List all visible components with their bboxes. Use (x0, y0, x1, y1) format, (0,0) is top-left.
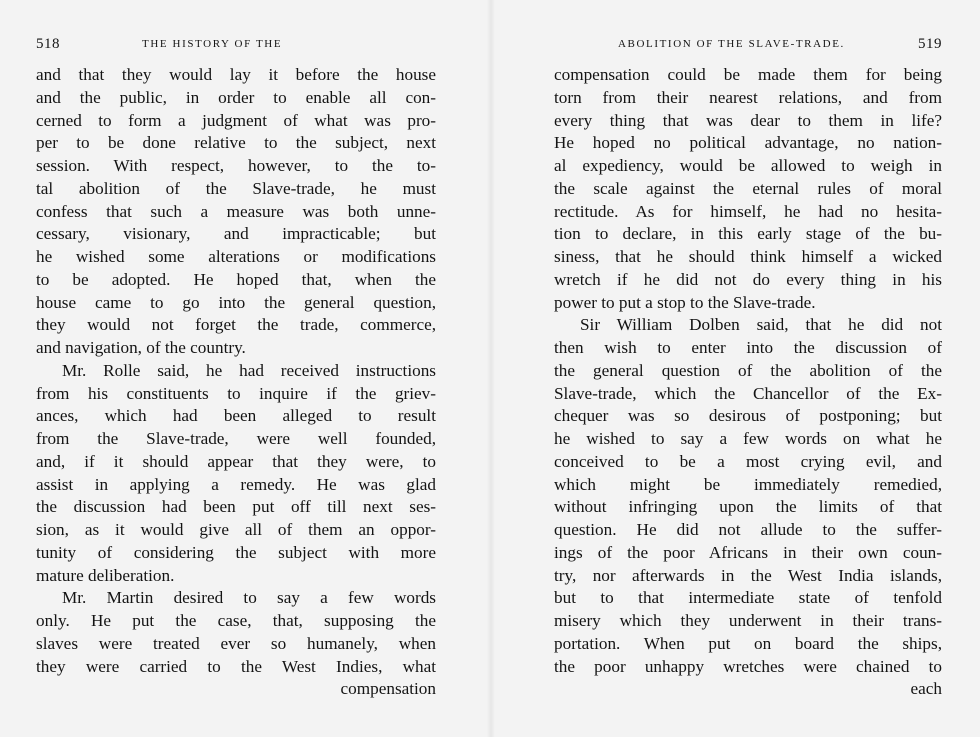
text-line: tion to declare, in this early stage of the bu- (554, 224, 942, 244)
text-line: ings of the poor Africans in their own coun- (554, 542, 942, 562)
text-line: assist in applying a remedy. He was glad (36, 474, 436, 494)
text-line: try, nor afterwards in the West India islands, (554, 565, 942, 585)
paragraph-start-line: Mr. Rolle said, he had received instructions (62, 360, 436, 380)
text-line: question. He did not allude to the suffer- (554, 520, 942, 539)
text-line: mature deliberation. (36, 565, 175, 585)
text-line: siness, that he should think himself a wicked (554, 247, 942, 266)
text-line: the general question of the abolition of the (554, 360, 942, 380)
text-line: chequer was so desirous of postponing; but (554, 406, 942, 426)
text-line: al expediency, would be allowed to weigh in (554, 156, 942, 175)
paragraph-start-line: Sir William Dolben said, that he did not (580, 315, 942, 335)
text-line: portation. When put on board the ships, (554, 633, 942, 653)
text-line: cessary, visionary, and impracticable; but (36, 224, 436, 244)
book-gutter (487, 0, 495, 737)
text-line: ances, which had been alleged to result (36, 406, 436, 426)
text-line: they would not forget the trade, commerce, (36, 315, 436, 335)
text-line: sion, as it would give all of them an oppor- (36, 520, 436, 539)
text-line: and navigation, of the country. (36, 338, 246, 357)
text-line: slaves were treated ever so humanely, when (36, 633, 436, 653)
right-page (554, 0, 942, 737)
left-running-head: THE HISTORY OF THE (142, 38, 283, 50)
text-line: conceived to be a most crying evil, and (554, 451, 942, 471)
right-page-body (554, 64, 942, 701)
text-line: from his constituents to inquire if the griev- (36, 383, 436, 403)
text-line: without infringing upon the limits of that (554, 497, 942, 517)
text-line: and that they would lay it before the house (36, 65, 436, 84)
right-page-header (554, 36, 942, 54)
text-line: the poor unhappy wretches were chained to (554, 656, 942, 676)
text-line: torn from their nearest relations, and from (554, 87, 942, 107)
left-page (36, 0, 436, 737)
text-line: wretch if he did not do every thing in his (554, 269, 942, 289)
left-page-number: 518 (36, 36, 60, 52)
text-line: power to put a stop to the Slave-trade. (554, 292, 816, 312)
text-line: and, if it should appear that they were, to (36, 451, 436, 471)
text-line: only. He put the case, that, supposing the (36, 611, 436, 630)
text-line: Slave-trade, which the Chancellor of the Ex- (554, 383, 942, 403)
catchword: each (910, 679, 942, 699)
text-line: session. With respect, however, to the to- (36, 156, 436, 175)
right-page-number: 519 (918, 36, 942, 52)
left-page-body (36, 64, 436, 701)
text-line: the discussion had been put off till next ses- (36, 497, 436, 517)
text-line: he wished some alterations or modifications (36, 247, 436, 266)
catchword: compensation (340, 679, 436, 699)
text-line: then wish to enter into the discussion of (554, 338, 942, 357)
text-line: He hoped no political advantage, no nation- (554, 133, 942, 153)
text-line: cerned to form a judgment of what was pro- (36, 110, 436, 130)
text-line: the scale against the eternal rules of moral (554, 178, 942, 198)
text-line: but to that intermediate state of tenfold (554, 588, 942, 608)
text-line: he wished to say a few words on what he (554, 429, 942, 448)
text-line: house came to go into the general question, (36, 292, 436, 312)
text-line: they were carried to the West Indies, what (36, 656, 436, 676)
text-line: compensation could be made them for being (554, 65, 942, 84)
text-line: from the Slave-trade, were well founded, (36, 429, 436, 448)
text-line: and the public, in order to enable all con- (36, 87, 436, 107)
text-line: every thing that was dear to them in life? (554, 110, 942, 130)
text-line: rectitude. As for himself, he had no hesita- (554, 201, 942, 221)
text-line: which might be immediately remedied, (554, 474, 942, 494)
right-running-head: ABOLITION OF THE SLAVE-TRADE. (618, 38, 845, 50)
text-line: per to be done relative to the subject, next (36, 133, 436, 153)
text-line: confess that such a measure was both unne- (36, 201, 436, 221)
text-line: misery which they underwent in their trans- (554, 611, 942, 630)
paragraph-start-line: Mr. Martin desired to say a few words (62, 588, 436, 608)
left-page-header (36, 36, 436, 54)
text-line: tunity of considering the subject with more (36, 542, 436, 562)
text-line: tal abolition of the Slave-trade, he must (36, 178, 436, 198)
text-line: to be adopted. He hoped that, when the (36, 269, 436, 289)
